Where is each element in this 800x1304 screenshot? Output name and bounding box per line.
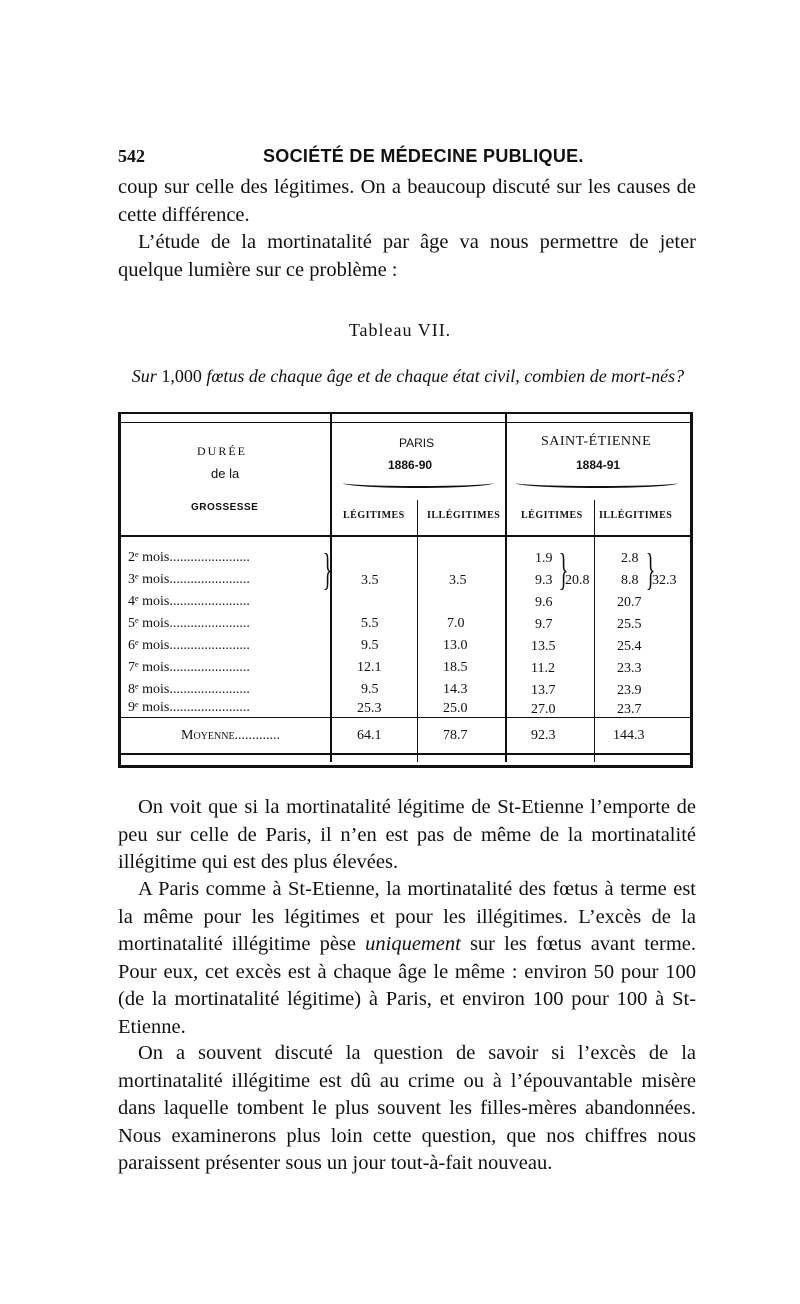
s-leg-group: 20.8 (565, 573, 590, 588)
body-text-1: On voit que si la mortinatalité légitime de St-Etienne l’emporte de peu sur celle de Paris, il n’en est pas de même de la mortinatalité illégitime qui est des plus élevées. (118, 796, 696, 873)
paris-brace (343, 478, 493, 488)
moyenne-p-leg: 64.1 (357, 728, 382, 743)
caption-number: 1,000 (161, 366, 202, 386)
s-ill-7: 23.3 (617, 661, 642, 676)
s-ill-8: 23.9 (617, 683, 642, 698)
page-number: 542 (118, 146, 145, 166)
moyenne-p-ill: 78.7 (443, 728, 468, 743)
head-st-illegitimes: ILLÉGITIMES (599, 510, 673, 521)
body-paragraph-1 (118, 794, 696, 877)
intro-paragraph-2 (118, 229, 696, 284)
table-caption (118, 366, 698, 387)
s-leg-9: 27.0 (531, 702, 556, 717)
rows-2-4-brace: } (322, 545, 333, 594)
p-ill-6: 13.0 (443, 638, 468, 653)
s-ill-9: 23.7 (617, 702, 642, 717)
head-duree: DURÉE (197, 444, 247, 458)
moyenne-label: Moyenne............. (181, 728, 281, 743)
intro-text-1: coup sur celle des légitimes. On a beaucoup discuté sur les causes de cette différence. (118, 176, 696, 226)
s-leg-7: 11.2 (531, 661, 555, 676)
moyenne-s-ill: 144.3 (613, 728, 645, 743)
p-leg-5: 5.5 (361, 616, 379, 631)
s-ill-5: 25.5 (617, 617, 642, 632)
intro-paragraph-1 (118, 174, 696, 229)
p-leg-8: 9.5 (361, 682, 379, 697)
s-leg-5: 9.7 (535, 617, 553, 632)
header-rule (121, 535, 690, 537)
head-paris-years: 1886-90 (388, 458, 433, 472)
s-ill-group: 32.3 (652, 573, 677, 588)
body-text-2b: sur les fœtus avant terme. Pour eux, cet excès est à chaque âge le même : environ 50 pour 100 (de la mortinatalité légitime) à Paris, et environ 100 pour 100 à St-Etienne. (118, 933, 697, 1038)
p-leg-7: 12.1 (357, 660, 382, 675)
p-ill-9: 25.0 (443, 701, 468, 716)
table-title: Tableau VII. (348, 320, 452, 340)
p-leg-9: 25.3 (357, 701, 382, 716)
head-paris-illegitimes: ILLÉGITIMES (427, 510, 501, 521)
head-st-etienne: SAINT-ÉTIENNE (541, 434, 652, 449)
s-leg-3: 9.3 (535, 573, 553, 588)
row-label-3: 3ᵉ mois....................... (128, 572, 250, 587)
body-text-3: On a souvent discuté la question de savoir si l’excès de la mortinatalité illégitime est dû au crime ou à l’épouvantable misère dans laquelle tombent le plus souvent les filles-mères abandonnées. Nous examinerons plus loin cette question, que nos chiffres nous paraissent présenter sous un jour tout-à-fait nouveau. (118, 1042, 696, 1174)
body-text-2a: A Paris comme à St-Etienne, la mortinatalité des fœtus à terme est la même pour les légitimes et pour les illégitimes. L’excès de la mortinatalité illégitime pèse (118, 878, 696, 955)
p-ill-5: 7.0 (447, 616, 465, 631)
caption-prefix: Sur (131, 366, 157, 386)
head-st-legitimes: LÉGITIMES (521, 510, 583, 521)
p-ill-3: 3.5 (449, 573, 467, 588)
head-st-etienne-years: 1884-91 (576, 458, 621, 472)
head-de-la: de la (211, 466, 240, 481)
head-paris: PARIS (399, 436, 435, 450)
s-ill-2: 2.8 (621, 551, 639, 566)
s-leg-6: 13.5 (531, 639, 556, 654)
p-ill-8: 14.3 (443, 682, 468, 697)
running-title: SOCIÉTÉ DE MÉDECINE PUBLIQUE. (263, 146, 584, 166)
row-label-7: 7ᵉ mois....................... (128, 660, 250, 675)
moyenne-s-leg: 92.3 (531, 728, 556, 743)
s-leg-4: 9.6 (535, 595, 553, 610)
s-leg-brace: } (558, 545, 569, 594)
col-rule-3 (505, 414, 507, 762)
row-label-2: 2ᵉ mois....................... (128, 550, 250, 565)
col-rule-4 (594, 500, 595, 762)
st-etienne-brace (516, 478, 678, 488)
bottom-rule (121, 753, 690, 755)
s-ill-3: 8.8 (621, 573, 639, 588)
s-leg-2: 1.9 (535, 551, 553, 566)
s-ill-brace: } (645, 545, 656, 594)
s-leg-8: 13.7 (531, 683, 556, 698)
top-rule (121, 422, 690, 423)
moyenne-rule (121, 717, 690, 718)
head-grossesse: GROSSESSE (191, 502, 259, 513)
row-label-9: 9ᵉ mois....................... (128, 700, 250, 715)
col-rule-2 (417, 500, 418, 762)
p-leg-3: 3.5 (361, 573, 379, 588)
head-paris-legitimes: LÉGITIMES (343, 510, 405, 521)
row-label-8: 8ᵉ mois....................... (128, 682, 250, 697)
body-paragraph-3 (118, 1040, 696, 1178)
mortinatality-table (118, 412, 693, 768)
row-label-5: 5ᵉ mois....................... (128, 616, 250, 631)
caption-text: fœtus de chaque âge et de chaque état civil, combien de mort-nés? (206, 366, 685, 386)
page-header (118, 146, 694, 170)
body-text-2-emphasis: uniquement (365, 933, 461, 955)
row-label-4: 4ᵉ mois....................... (128, 594, 250, 609)
body-paragraph-2 (118, 876, 696, 1041)
s-ill-6: 25.4 (617, 639, 642, 654)
s-ill-4: 20.7 (617, 595, 642, 610)
row-label-6: 6ᵉ mois....................... (128, 638, 250, 653)
p-leg-6: 9.5 (361, 638, 379, 653)
intro-text-2: L’étude de la mortinatalité par âge va nous permettre de jeter quelque lumière sur ce problème : (118, 231, 696, 281)
p-ill-7: 18.5 (443, 660, 468, 675)
